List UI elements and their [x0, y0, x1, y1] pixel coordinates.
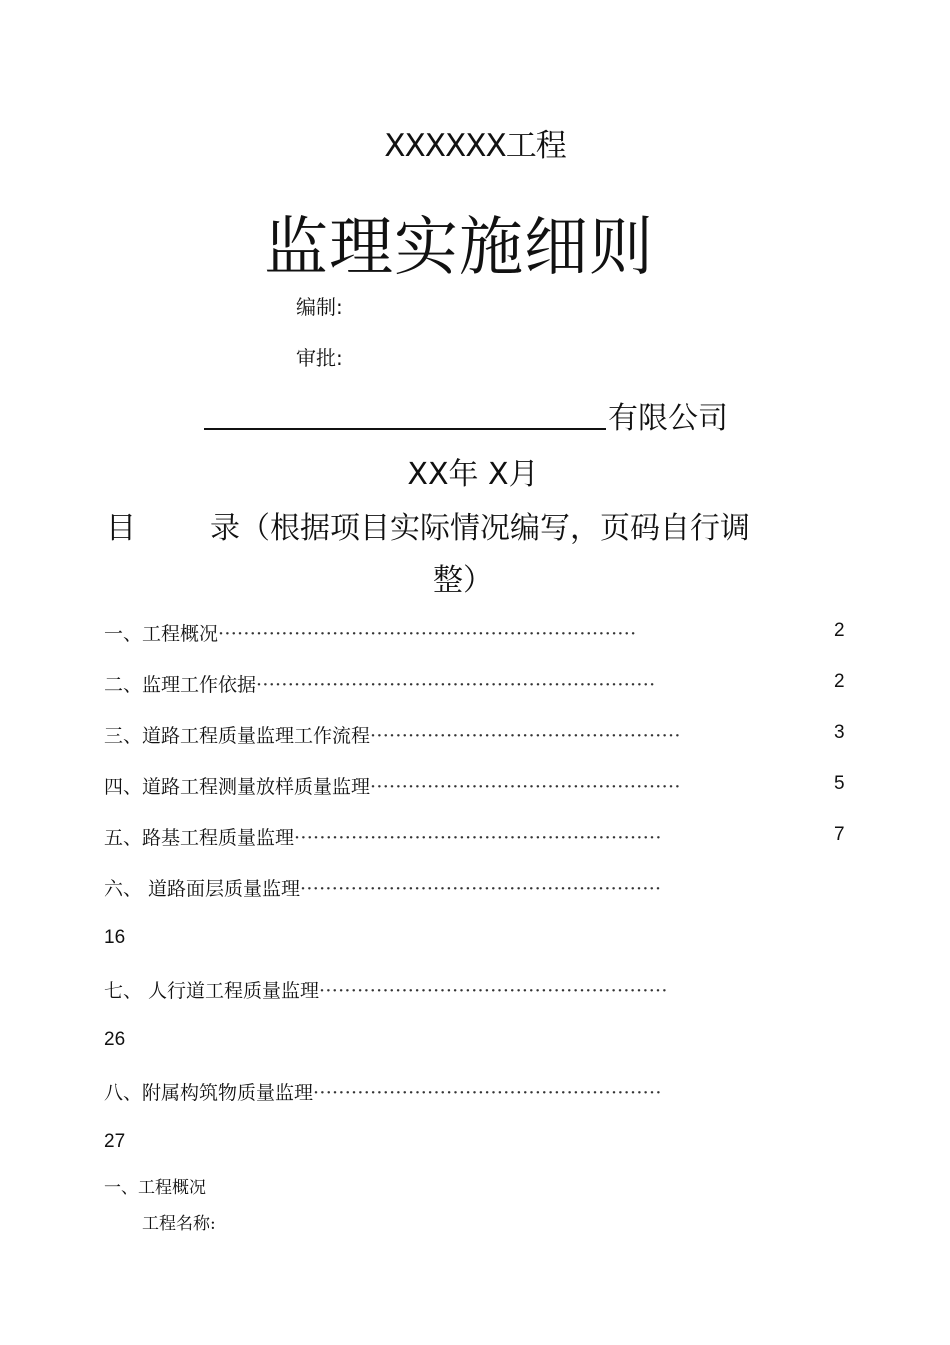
project-name-label: 工程名称: — [142, 1214, 216, 1234]
document-title: 监理实施细则 — [264, 211, 654, 285]
section-heading: 一、工程概况 — [104, 1178, 206, 1198]
toc-entry[interactable] — [104, 1078, 662, 1105]
company-suffix: 有限公司 — [608, 401, 728, 436]
toc-entry[interactable] — [104, 772, 681, 799]
toc-leader-dots: ·························································· — [294, 827, 662, 849]
project-title: XXXXXX工程 — [384, 128, 566, 164]
toc-leader-dots: ························································· — [300, 878, 662, 900]
toc-entry-label: 八、附属构筑物质量监理 — [104, 1082, 314, 1104]
toc-entry-page: 27 — [104, 1131, 126, 1152]
toc-entry-label: 三、道路工程质量监理工作流程 — [104, 725, 371, 747]
toc-entry[interactable] — [104, 619, 636, 646]
toc-entry-page: 7 — [834, 824, 845, 845]
toc-entry[interactable] — [104, 823, 662, 850]
toc-heading-text: 录（根据项目实际情况编写，页码自行调 — [210, 511, 750, 546]
company-name-blank-line — [204, 428, 606, 430]
document-date: XX年 X月 — [407, 457, 539, 492]
toc-entry-label: 六、 道路面层质量监理 — [104, 878, 301, 900]
toc-entry-page: 26 — [104, 1029, 126, 1050]
toc-entry-label: 二、监理工作依据 — [104, 674, 257, 696]
toc-entry-page: 2 — [834, 671, 845, 692]
toc-heading-continued: 整） — [433, 563, 493, 598]
toc-entry[interactable] — [104, 874, 661, 901]
toc-entry[interactable] — [104, 670, 655, 697]
toc-entry[interactable] — [104, 721, 681, 748]
toc-leader-dots: ················································· — [370, 725, 681, 747]
approved-by-label: 审批: — [296, 346, 343, 370]
toc-entry[interactable] — [104, 976, 668, 1003]
toc-leader-dots: ······················································· — [319, 980, 668, 1002]
toc-leader-dots: ······················································· — [313, 1082, 662, 1104]
toc-leader-dots: ················································· — [370, 776, 681, 798]
toc-entry-label: 一、工程概况 — [104, 623, 219, 645]
toc-entry-page: 16 — [104, 927, 126, 948]
toc-entry-page: 2 — [834, 620, 845, 641]
toc-entry-label: 七、 人行道工程质量监理 — [104, 980, 320, 1002]
toc-heading-first-char: 目 — [106, 511, 136, 546]
toc-leader-dots: ·································································· — [218, 623, 637, 645]
toc-leader-dots: ······························································· — [256, 674, 656, 696]
toc-entry-label: 四、道路工程测量放样质量监理 — [104, 776, 371, 798]
toc-entry-label: 五、路基工程质量监理 — [104, 827, 295, 849]
toc-entry-page: 5 — [834, 773, 845, 794]
compiled-by-label: 编制: — [296, 295, 343, 319]
toc-entry-page: 3 — [834, 722, 845, 743]
